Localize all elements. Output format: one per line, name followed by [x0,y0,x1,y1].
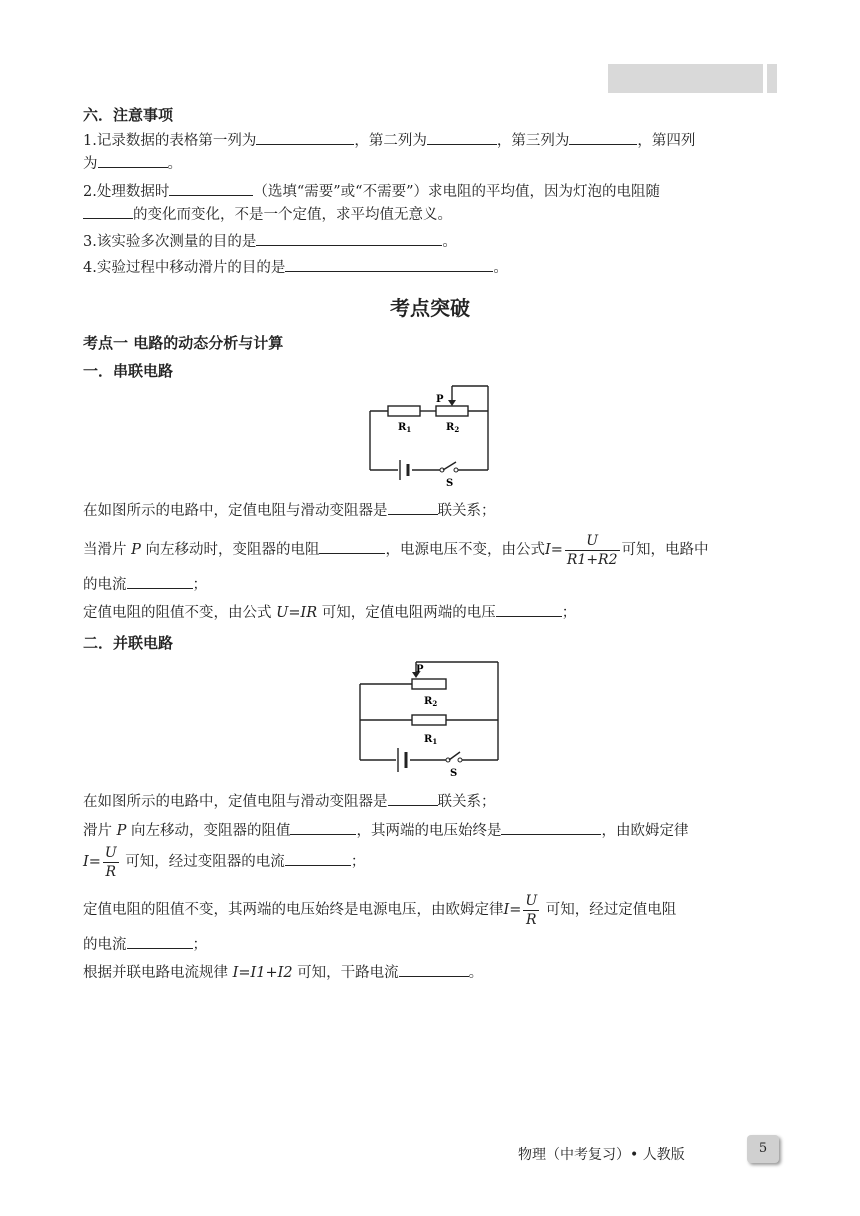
text: ，由欧姆定律 [601,823,689,839]
formula-fraction [103,844,119,881]
text: 。 [167,156,182,172]
formula-lhs: I= [503,902,522,918]
denominator: R1+R2 [566,551,618,568]
resistor-r1 [412,715,446,725]
parallel-q2 [83,820,688,842]
parallel-circuit-diagram [354,660,506,780]
text: 。 [493,260,508,276]
series-q1 [83,500,496,522]
label-p: P [436,394,444,405]
parallel-heading: 二．并联电路 [83,634,174,652]
text: 4.实验过程中移动滑片的目的是 [83,260,286,276]
text: ； [561,605,577,621]
kaodian-heading: 考点一 电路的动态分析与计算 [83,334,284,352]
text: 可知，电路中 [621,542,709,558]
note-item-1 [83,130,695,152]
var-p: P [116,823,127,839]
text: 可知，干路电流 [292,965,399,981]
text: 。 [468,965,484,981]
answer-blank[interactable] [169,181,253,196]
series-q2 [83,530,709,570]
formula-lhs: I= [83,854,101,870]
formula-lhs: I= [544,542,563,558]
text: 在如图所示的电路中，定值电阻与滑动变阻器是 [83,503,388,519]
text: 1.记录数据的表格第一列为 [83,133,257,149]
text: ，其两端的电压始终是 [356,823,502,839]
answer-blank[interactable] [399,962,469,977]
text: 联关系； [437,794,496,810]
parallel-q4 [83,890,676,930]
text: 的变化而变化，不是一个定值，求平均值无意义。 [133,207,452,223]
denominator: R [105,863,117,880]
formula-fraction [523,892,539,929]
answer-blank[interactable] [98,153,168,168]
label-s: S [446,478,454,489]
label-r2: $R_2$ [424,696,438,708]
header-bar [608,64,763,93]
series-heading: 一．串联电路 [83,362,174,380]
text: 2.处理数据时 [83,184,170,200]
parallel-q6 [83,962,483,984]
answer-blank[interactable] [256,231,442,246]
text: 3.该实验多次测量的目的是 [83,234,257,250]
answer-blank[interactable] [388,791,438,806]
text: 根据并联电路电流规律 [83,965,233,981]
section-heading-notes: 六．注意事项 [83,106,174,124]
answer-blank[interactable] [388,500,438,515]
text: 可知，经过定值电阻 [541,902,677,918]
text: 为 [83,156,98,172]
answer-blank[interactable] [285,851,351,866]
note-item-4 [83,257,508,279]
text: ； [192,937,207,953]
text: 向左移动，变阻器的阻值 [126,823,291,839]
numerator: U [525,892,538,909]
text: 向左移动时，变阻器的电阻 [140,542,320,558]
denominator: R [526,911,537,928]
text: ，第四列 [637,133,696,149]
text: 当滑片 [83,542,132,558]
text: 可知，经过变阻器的电流 [120,854,285,870]
footer-book-title: 物理（中考复习）• 人教版 [518,1147,685,1163]
section-title: 考点突破 [390,296,470,320]
answer-blank[interactable] [427,130,497,145]
page-number: 5 [747,1135,779,1163]
text: 定值电阻的阻值不变，其两端的电压始终是电源电压，由欧姆定律 [83,902,504,918]
text: 定值电阻的阻值不变，由公式 [83,605,277,621]
var-p: P [131,542,141,558]
label-r1: $R_1$ [398,422,412,434]
label-r2: $R_2$ [446,422,460,434]
numerator: U [565,532,620,551]
text: 联关系； [437,503,496,519]
parallel-q5 [83,934,207,956]
rheostat-r2 [412,679,446,689]
text: 的电流 [83,577,127,593]
note-item-3 [83,231,457,253]
formula-fraction [565,532,620,569]
parallel-q3 [83,842,365,882]
text: 的电流 [83,937,127,953]
text: ，第二列为 [354,133,427,149]
answer-blank[interactable] [127,574,193,589]
numerator: U [104,844,117,861]
series-q3 [83,574,207,596]
parallel-q1 [83,791,496,813]
text: ，第三列为 [496,133,570,149]
text: （选填“需要”或“不需要”）求电阻的平均值，因为灯泡的电阻随 [253,184,660,200]
answer-blank[interactable] [290,820,356,835]
label-p: P [416,664,424,675]
text: 。 [442,234,457,250]
text: ，电源电压不变，由公式 [385,542,545,558]
answer-blank[interactable] [501,820,601,835]
answer-blank[interactable] [319,539,385,554]
rheostat-r2 [436,406,468,416]
series-circuit-diagram [360,384,500,490]
label-s: S [450,768,458,779]
resistor-r1 [388,406,420,416]
text: ； [350,854,366,870]
label-r1: $R_1$ [424,734,438,746]
answer-blank[interactable] [496,602,562,617]
note-item-1-cont [83,153,182,175]
text: 滑片 [83,823,117,839]
answer-blank[interactable] [569,130,637,145]
note-item-2-cont [83,204,452,226]
header-bar-tab [767,64,777,93]
formula: I=I1+I2 [232,965,293,981]
text: 可知，定值电阻两端的电压 [317,605,496,621]
answer-blank[interactable] [83,204,133,219]
answer-blank[interactable] [127,934,193,949]
note-item-2 [83,181,660,203]
text: 在如图所示的电路中，定值电阻与滑动变阻器是 [83,794,388,810]
answer-blank[interactable] [285,257,493,272]
answer-blank[interactable] [256,130,354,145]
text: ； [192,577,207,593]
formula: U=IR [276,605,318,621]
series-q4 [83,602,576,624]
